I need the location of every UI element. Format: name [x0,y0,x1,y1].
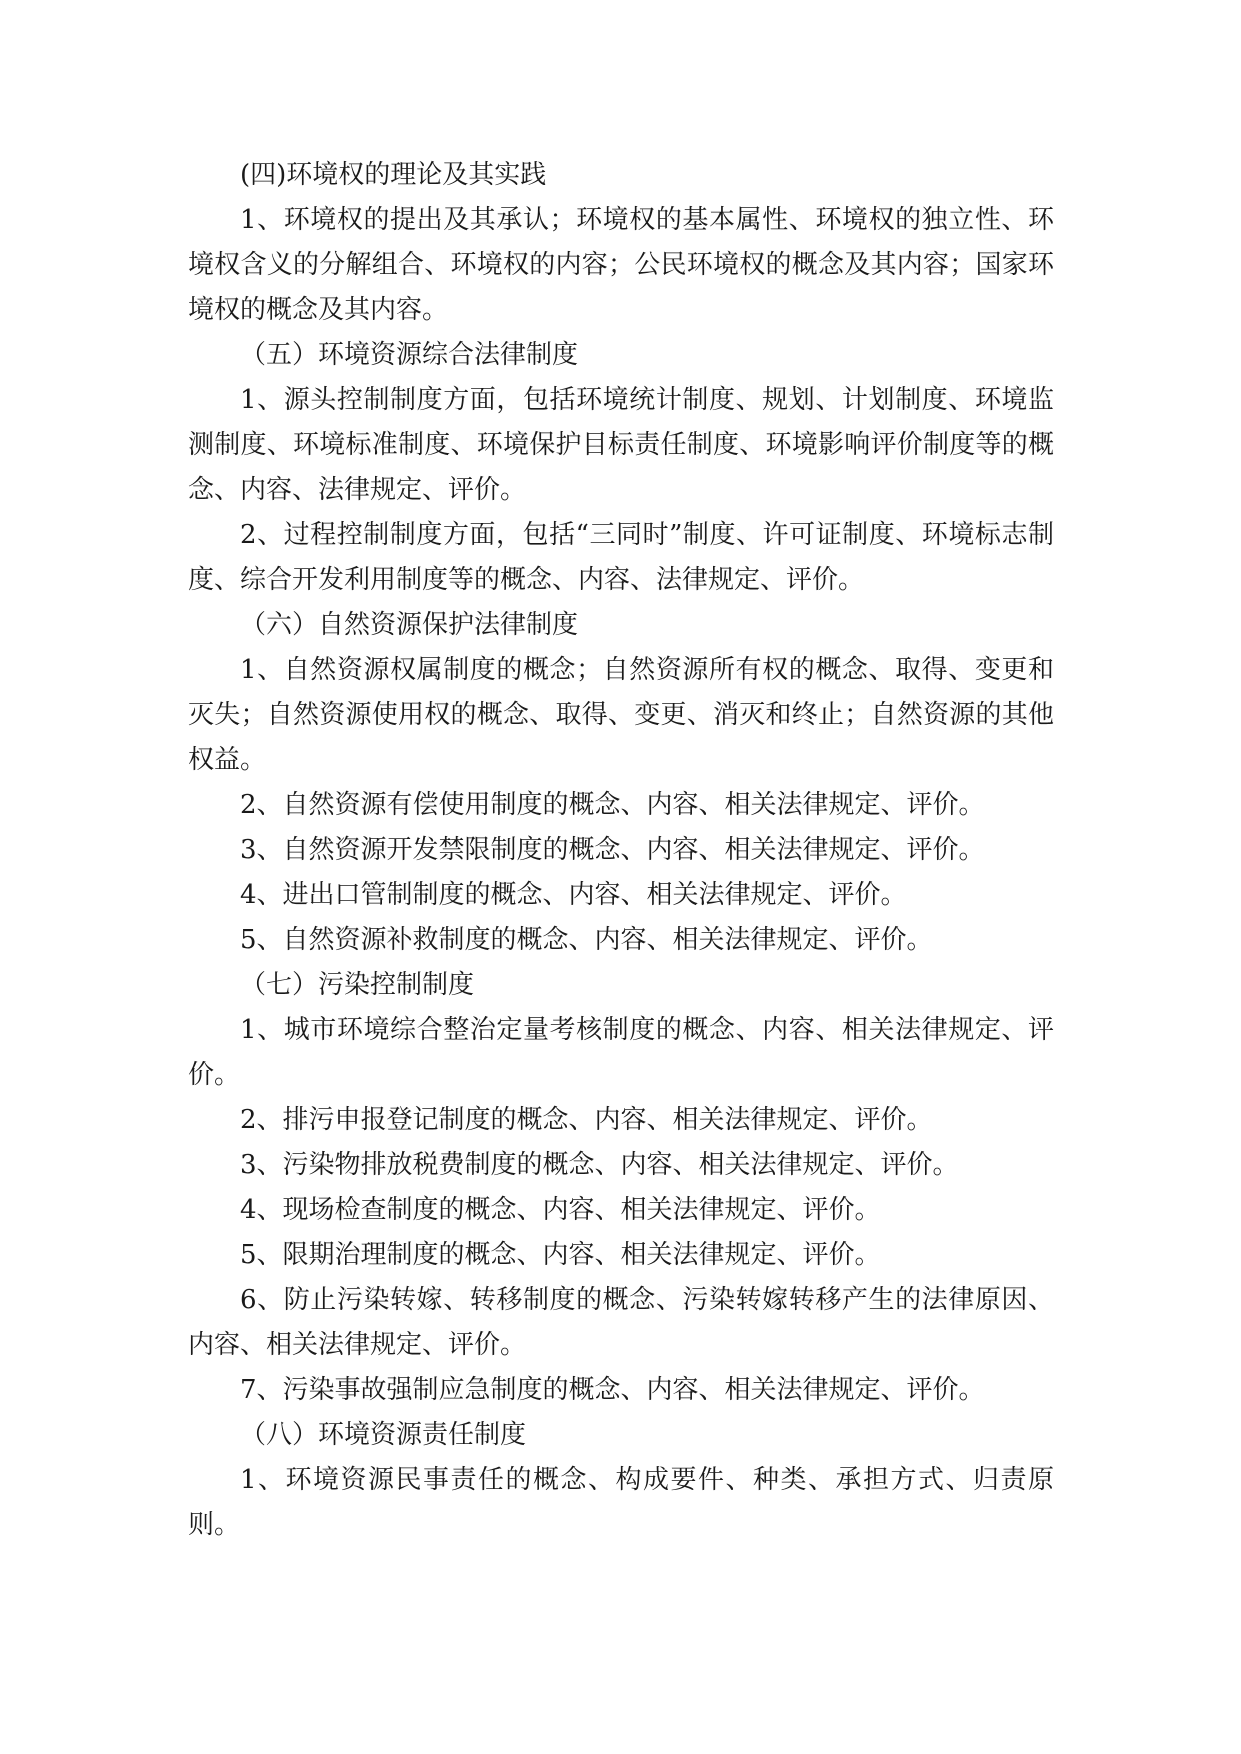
paragraph: 7、污染事故强制应急制度的概念、内容、相关法律规定、评价。 [240,1375,985,1405]
paragraph: 5、自然资源补救制度的概念、内容、相关法律规定、评价。 [240,925,933,955]
paragraph: 1、自然资源权属制度的概念；自然资源所有权的概念、取得、变更和灭失；自然资源使用权的概念、取得、变更、消灭和终止；自然资源的其他权益。 [188,655,1054,775]
paragraph: 2、排污申报登记制度的概念、内容、相关法律规定、评价。 [240,1105,933,1135]
paragraph: 6、防止污染转嫁、转移制度的概念、污染转嫁转移产生的法律原因、内容、相关法律规定、评价。 [188,1285,1054,1360]
paragraph: 3、自然资源开发禁限制度的概念、内容、相关法律规定、评价。 [240,835,985,865]
paragraph: 5、限期治理制度的概念、内容、相关法律规定、评价。 [240,1240,881,1270]
section-heading-8: （八）环境资源责任制度 [240,1420,527,1450]
paragraph: 1、城市环境综合整治定量考核制度的概念、内容、相关法律规定、评价。 [188,1015,1054,1090]
section-heading-5: （五）环境资源综合法律制度 [240,340,579,370]
paragraph: 2、过程控制制度方面，包括“三同时”制度、许可证制度、环境标志制度、综合开发利用制度等的概念、内容、法律规定、评价。 [188,520,1054,595]
document-page [188,153,1054,1548]
paragraph: 1、环境权的提出及其承认；环境权的基本属性、环境权的独立性、环境权含义的分解组合、环境权的内容；公民环境权的概念及其内容；国家环境权的概念及其内容。 [188,205,1054,325]
paragraph: 3、污染物排放税费制度的概念、内容、相关法律规定、评价。 [240,1150,959,1180]
paragraph: 1、源头控制制度方面，包括环境统计制度、规划、计划制度、环境监测制度、环境标准制度、环境保护目标责任制度、环境影响评价制度等的概念、内容、法律规定、评价。 [188,385,1054,505]
section-heading-6: （六）自然资源保护法律制度 [240,610,579,640]
section-heading-7: （七）污染控制制度 [240,970,475,1000]
paragraph: 2、自然资源有偿使用制度的概念、内容、相关法律规定、评价。 [240,790,985,820]
paragraph: 4、现场检查制度的概念、内容、相关法律规定、评价。 [240,1195,881,1225]
section-heading-4: (四)环境权的理论及其实践 [240,160,547,190]
paragraph: 1、环境资源民事责任的概念、构成要件、种类、承担方式、归责原则。 [188,1465,1054,1540]
paragraph: 4、进出口管制制度的概念、内容、相关法律规定、评价。 [240,880,907,910]
